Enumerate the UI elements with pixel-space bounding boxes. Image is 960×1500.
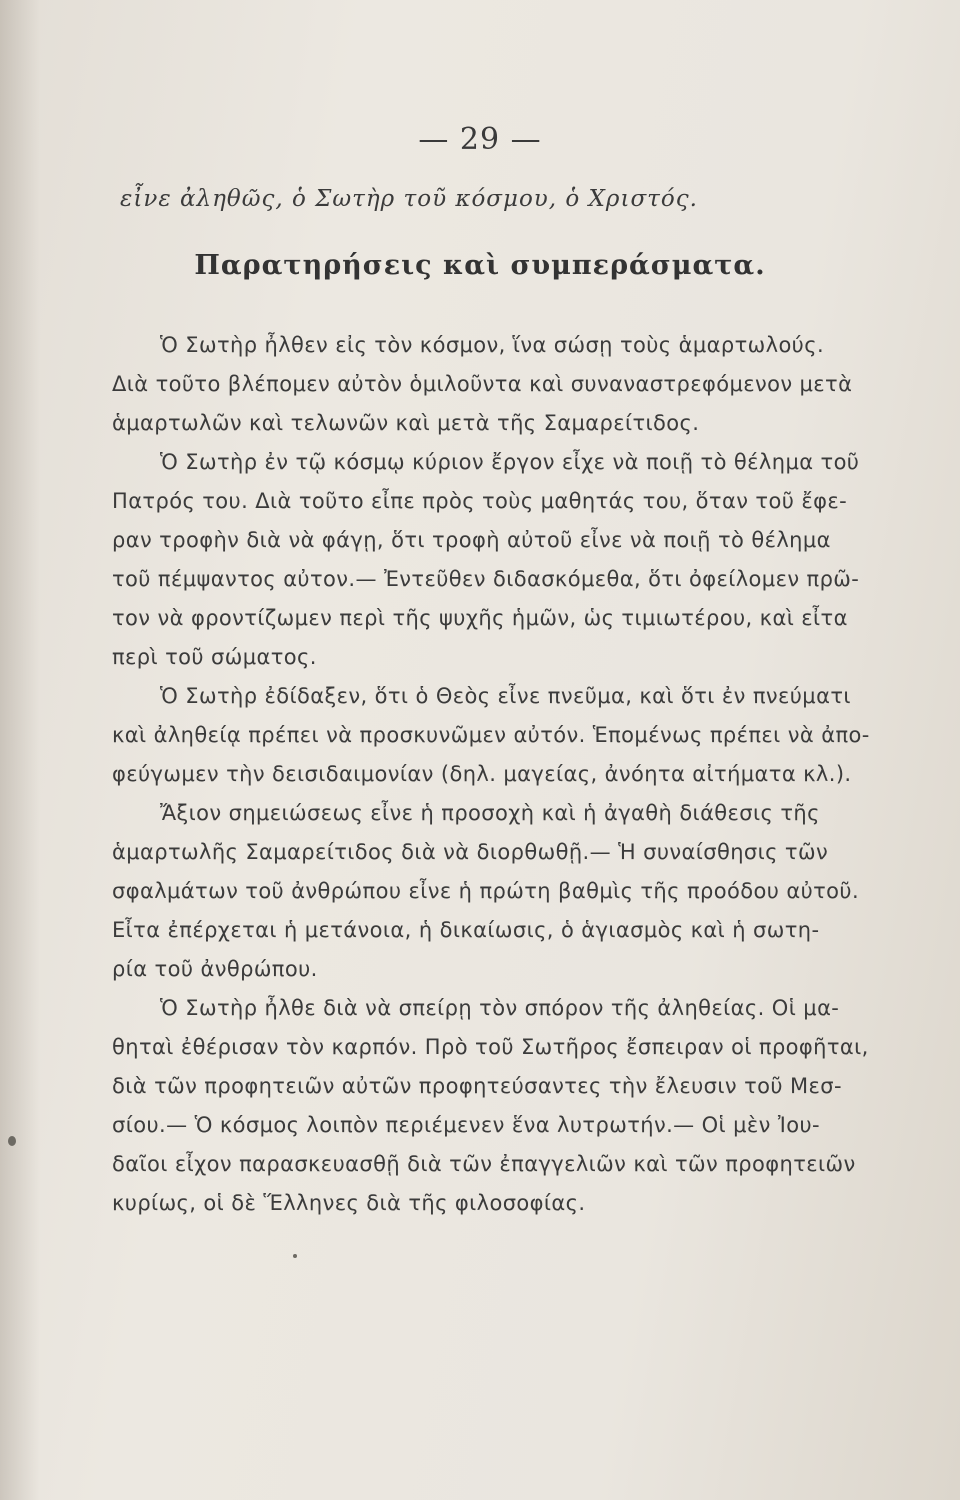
section-heading: Παρατηρήσεις καὶ συμπεράσματα. <box>194 250 766 281</box>
text-line: ραν τροφὴν διὰ νὰ φάγῃ, ὅτι τροφὴ αὐτοῦ εἶνε νὰ ποιῇ τὸ θέλημα <box>112 528 831 552</box>
page-number: — 29 — <box>418 122 542 157</box>
text-line: ἁμαρτωλῶν καὶ τελωνῶν καὶ μετὰ τῆς Σαμαρείτιδος. <box>112 411 700 435</box>
text-line: δαῖοι εἶχον παρασκευασθῇ διὰ τῶν ἐπαγγελιῶν καὶ τῶν προφητειῶν <box>112 1152 856 1176</box>
text-line: Πατρός του. Διὰ τοῦτο εἶπε πρὸς τοὺς μαθητάς του, ὅταν τοῦ ἔφε- <box>112 489 848 513</box>
text-line: Ὁ Σωτὴρ ἐδίδαξεν, ὅτι ὁ Θεὸς εἶνε πνεῦμα, καὶ ὅτι ἐν πνεύματι <box>160 684 851 708</box>
text-line: θηταὶ ἐθέρισαν τὸν καρπόν. Πρὸ τοῦ Σωτῆρος ἔσπειραν οἱ προφῆται, <box>112 1035 869 1059</box>
text-line: Διὰ τοῦτο βλέπομεν αὐτὸν ὁμιλοῦντα καὶ συναναστρεφόμενον μετὰ <box>112 372 853 396</box>
text-line: Ὁ Σωτὴρ ἦλθεν εἰς τὸν κόσμον, ἵνα σώσῃ τοὺς ἁμαρτωλούς. <box>160 333 825 357</box>
text-line: κυρίως, οἱ δὲ Ἕλληνες διὰ τῆς φιλοσοφίας. <box>112 1191 586 1215</box>
page-stain <box>8 1136 16 1146</box>
text-line: ρία τοῦ ἀνθρώπου. <box>112 957 318 981</box>
intro-line: εἶνε ἀληθῶς, ὁ Σωτὴρ τοῦ κόσμου, ὁ Χριστός. <box>120 186 698 212</box>
text-line: Ἄξιον σημειώσεως εἶνε ἡ προσοχὴ καὶ ἡ ἀγαθὴ διάθεσις τῆς <box>160 801 820 825</box>
text-line: διὰ τῶν προφητειῶν αὐτῶν προφητεύσαντες τὴν ἔλευσιν τοῦ Μεσ- <box>112 1074 842 1098</box>
page-speck <box>293 1254 297 1258</box>
text-line: καὶ ἀληθείᾳ πρέπει νὰ προσκυνῶμεν αὐτόν. Ἑπομένως πρέπει νὰ ἀπο- <box>112 723 870 747</box>
text-line: Εἶτα ἐπέρχεται ἡ μετάνοια, ἡ δικαίωσις, ὁ ἁγιασμὸς καὶ ἡ σωτη- <box>112 918 820 942</box>
text-line: τον νὰ φροντίζωμεν περὶ τῆς ψυχῆς ἡμῶν, ὡς τιμιωτέρου, καὶ εἶτα <box>112 606 848 630</box>
text-line: τοῦ πέμψαντος αὐτον.— Ἐντεῦθεν διδασκόμεθα, ὅτι ὀφείλομεν πρῶ- <box>112 567 860 591</box>
text-line: σφαλμάτων τοῦ ἀνθρώπου εἶνε ἡ πρώτη βαθμὶς τῆς προόδου αὐτοῦ. <box>112 879 860 903</box>
text-line: Ὁ Σωτὴρ ἦλθε διὰ νὰ σπείρῃ τὸν σπόρον τῆς ἀληθείας. Οἱ μα- <box>160 996 840 1020</box>
text-line: σίου.— Ὁ κόσμος λοιπὸν περιέμενεν ἕνα λυτρωτήν.— Οἱ μὲν Ἰου- <box>112 1113 821 1137</box>
text-line: περὶ τοῦ σώματος. <box>112 645 317 669</box>
text-line: φεύγωμεν τὴν δεισιδαιμονίαν (δηλ. μαγείας, ἀνόητα αἰτήματα κλ.). <box>112 762 852 786</box>
text-line: Ὁ Σωτὴρ ἐν τῷ κόσμῳ κύριον ἔργον εἶχε νὰ ποιῇ τὸ θέλημα τοῦ <box>160 450 860 474</box>
text-line: ἁμαρτωλῆς Σαμαρείτιδος διὰ νὰ διορθωθῇ.— Ἡ συναίσθησις τῶν <box>112 840 829 864</box>
